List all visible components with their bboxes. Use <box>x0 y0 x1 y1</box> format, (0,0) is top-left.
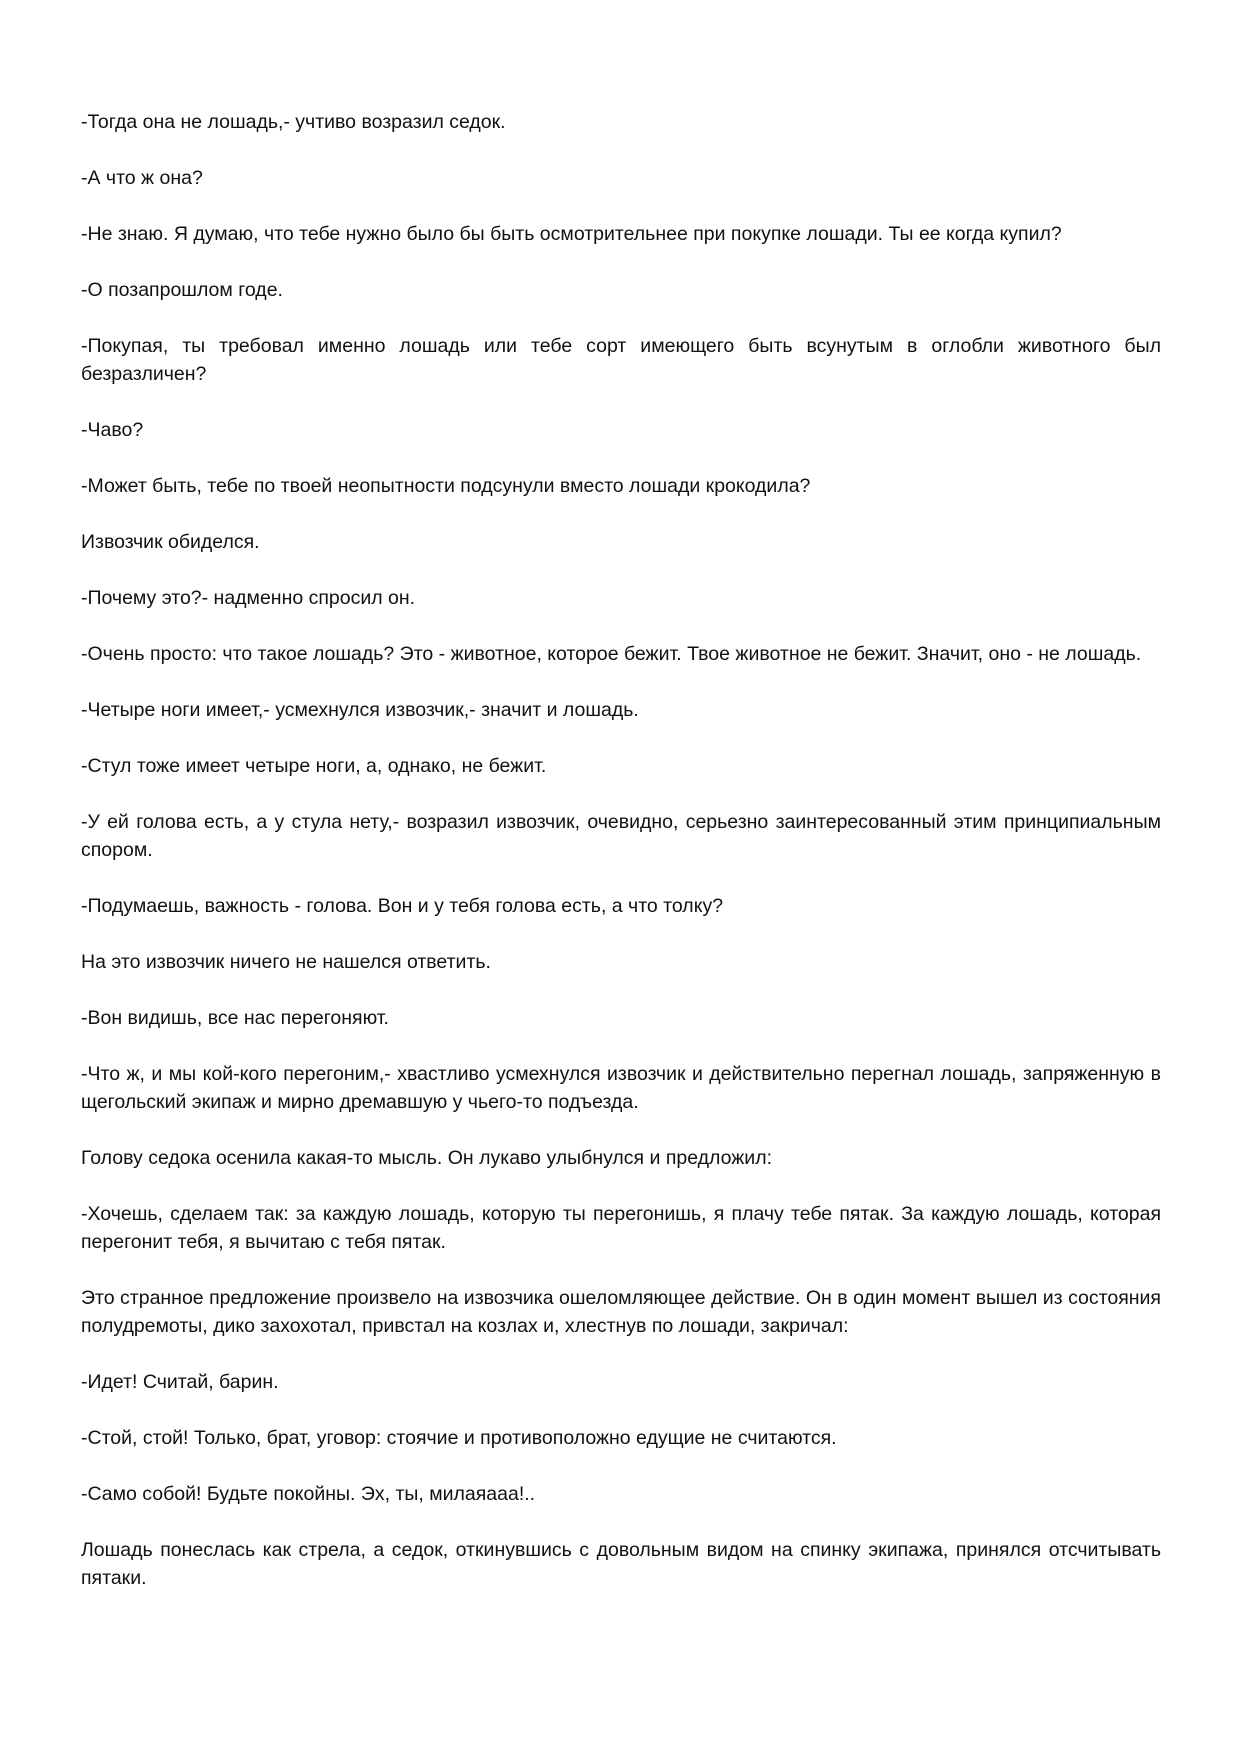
paragraph: -А что ж она? <box>81 167 203 189</box>
paragraph: -Может быть, тебе по твоей неопытности подсунули вместо лошади крокодила? <box>81 475 811 497</box>
paragraph: -Подумаешь, важность - голова. Вон и у тебя голова есть, а что толку? <box>81 895 724 917</box>
paragraph: -Четыре ноги имеет,- усмехнулся извозчик,- значит и лошадь. <box>81 699 639 721</box>
paragraph: -Стой, стой! Только, брат, уговор: стоячие и противоположно едущие не считаются. <box>81 1427 837 1449</box>
paragraph: Это странное предложение произвело на извозчика ошеломляющее действие. Он в один момент вышел из состояния полудремоты, дико захохотал, привстал на козлах и, хлестнув по лошади, закричал: <box>81 1287 1161 1337</box>
paragraph: -Хочешь, сделаем так: за каждую лошадь, которую ты перегонишь, я плачу тебе пятак. За каждую лошадь, которая перегонит тебя, я вычитаю с тебя пятак. <box>81 1203 1161 1253</box>
paragraph: На это извозчик ничего не нашелся ответить. <box>81 951 491 973</box>
paragraph: Извозчик обиделся. <box>81 531 260 553</box>
paragraph: Голову седока осенила какая-то мысль. Он лукаво улыбнулся и предложил: <box>81 1147 772 1169</box>
paragraph: -Вон видишь, все нас перегоняют. <box>81 1007 389 1029</box>
paragraph: -О позапрошлом годе. <box>81 279 283 301</box>
paragraph: -Очень просто: что такое лошадь? Это - животное, которое бежит. Твое животное не бежит. Значит, оно - не лошадь. <box>81 643 1142 665</box>
paragraph: -Идет! Считай, барин. <box>81 1371 279 1393</box>
paragraph: -У ей голова есть, а у стула нету,- возразил извозчик, очевидно, серьезно заинтересованный этим принципиальным спором. <box>81 811 1161 861</box>
paragraph: -Почему это?- надменно спросил он. <box>81 587 416 609</box>
paragraph: -Тогда она не лошадь,- учтиво возразил седок. <box>81 111 506 133</box>
paragraph: -Не знаю. Я думаю, что тебе нужно было бы быть осмотрительнее при покупке лошади. Ты ее когда купил? <box>81 223 1062 245</box>
document-page <box>81 108 1161 1620</box>
paragraph: -Чаво? <box>81 419 144 441</box>
paragraph: -Что ж, и мы кой-кого перегоним,- хвастливо усмехнулся извозчик и действительно перегнал лошадь, запряженную в щегольский экипаж и мирно дремавшую у чьего-то подъезда. <box>81 1063 1161 1113</box>
paragraph: -Стул тоже имеет четыре ноги, а, однако, не бежит. <box>81 755 547 777</box>
paragraph: -Само собой! Будьте покойны. Эх, ты, милаяааа!.. <box>81 1483 536 1505</box>
paragraph: -Покупая, ты требовал именно лошадь или тебе сорт имеющего быть всунутым в оглобли животного был безразличен? <box>81 335 1161 385</box>
paragraph: Лошадь понеслась как стрела, а седок, откинувшись с довольным видом на спинку экипажа, принялся отсчитывать пятаки. <box>81 1539 1161 1589</box>
